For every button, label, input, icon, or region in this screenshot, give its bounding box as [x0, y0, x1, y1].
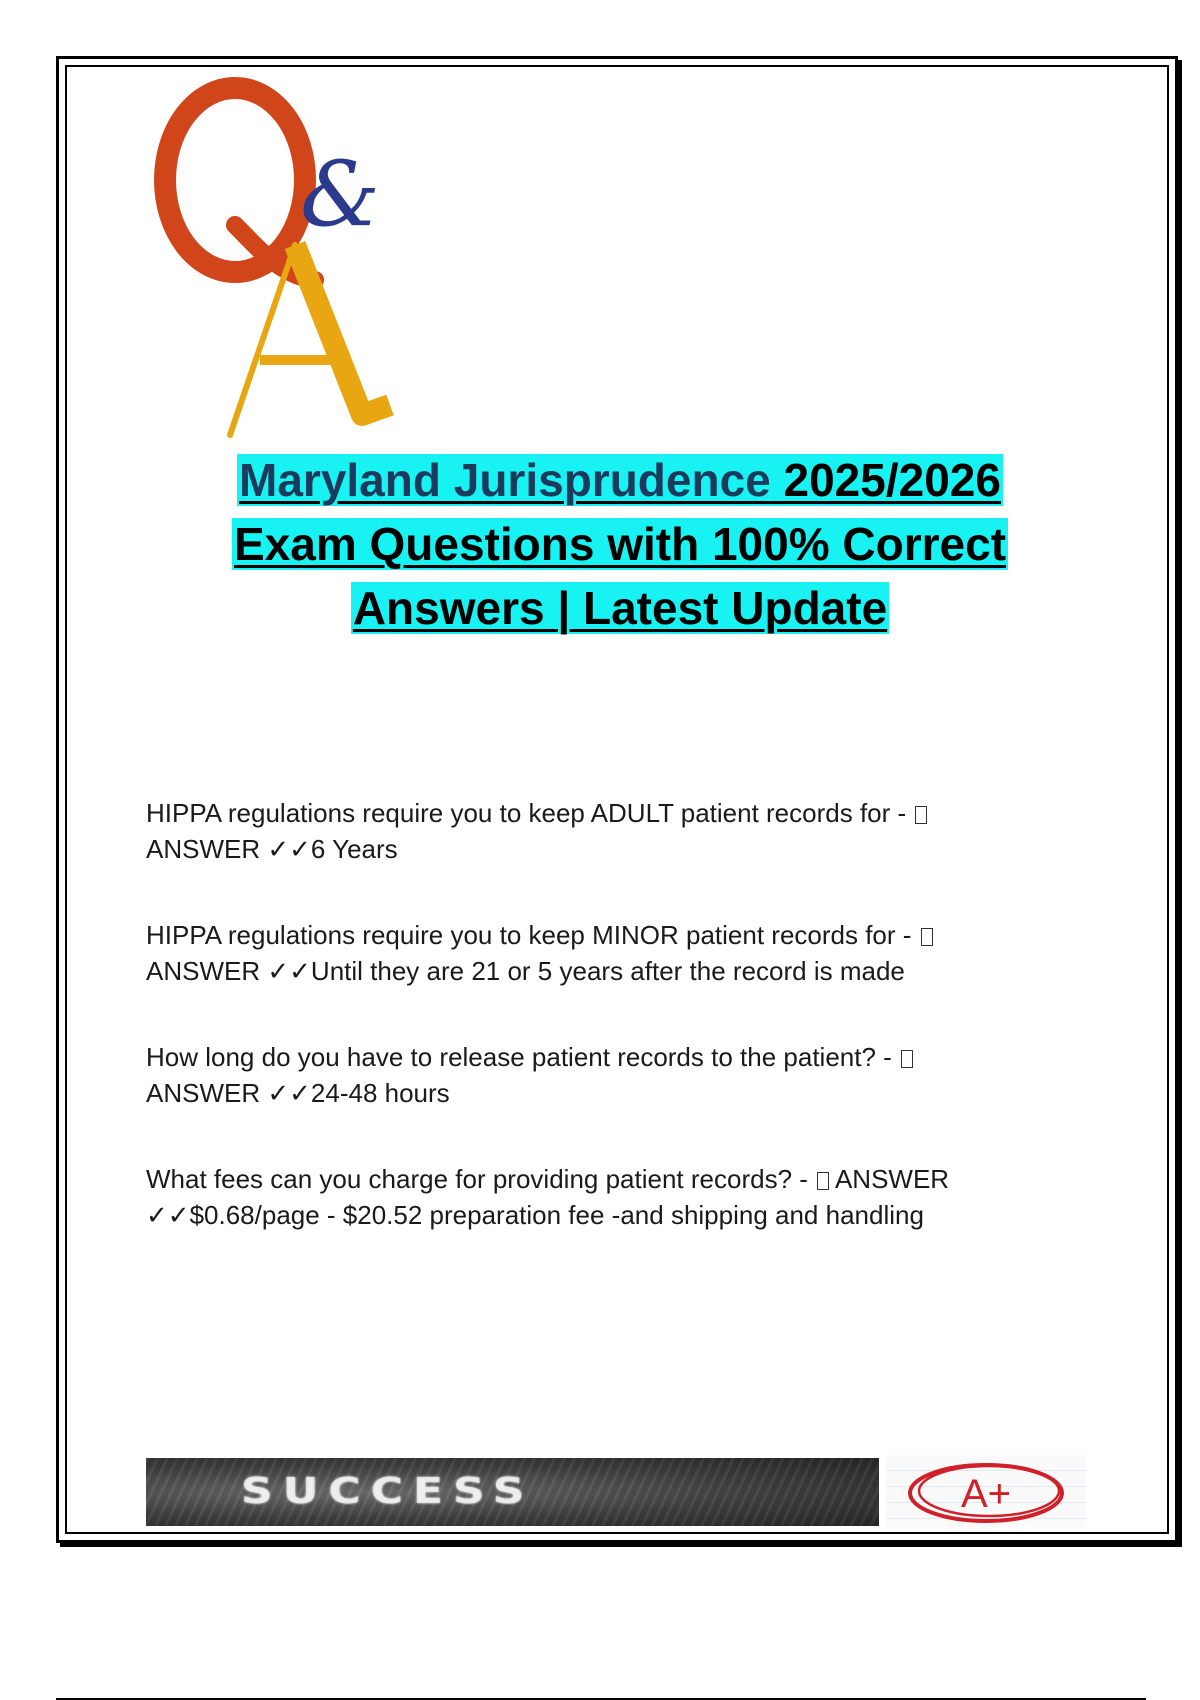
answer-text: ANSWER ✓✓Until they are 21 or 5 years after the record is made [146, 956, 905, 986]
grade-text: A+ [960, 1472, 1012, 1516]
logo-ampersand: & [300, 142, 381, 247]
question-text: What fees can you charge for providing patient records? - [146, 1164, 808, 1194]
logo-a-right-stroke [295, 245, 390, 415]
missing-glyph-icon [921, 928, 933, 946]
question-text: How long do you have to release patient records to the patient? - [146, 1042, 892, 1072]
answer-text: ANSWER ✓✓24-48 hours [146, 1078, 450, 1108]
success-word: SUCCESS [241, 1471, 535, 1512]
document-title [150, 448, 1090, 640]
a-plus-grade-image [886, 1455, 1086, 1527]
qa-item [146, 917, 1066, 989]
title-part-1: Maryland Jurisprudence [239, 454, 771, 506]
footer-banner [146, 1455, 1086, 1527]
question-text: HIPPA regulations require you to keep MINOR patient records for - [146, 920, 912, 950]
qa-item [146, 795, 1066, 867]
missing-glyph-icon [915, 806, 927, 824]
a-plus-circle-icon [886, 1455, 1086, 1527]
success-chalkboard-image [146, 1458, 879, 1526]
missing-glyph-icon [817, 1172, 829, 1190]
qa-list [146, 795, 1066, 1283]
q-and-a-logo [150, 75, 410, 445]
missing-glyph-icon [901, 1050, 913, 1068]
question-text: HIPPA regulations require you to keep ADULT patient records for - [146, 798, 907, 828]
answer-label: ANSWER [834, 1164, 950, 1194]
qa-item [146, 1161, 1066, 1233]
title-part-2: 2025/2026 [783, 454, 1001, 506]
title-line-3: Answers | Latest Update [352, 582, 888, 634]
title-line-2: Exam Questions with 100% Correct [233, 518, 1007, 570]
answer-text: ✓✓$0.68/page - $20.52 preparation fee -and shipping and handling [146, 1200, 924, 1230]
qa-item [146, 1039, 1066, 1111]
logo-q-bowl [165, 88, 305, 272]
answer-text: ANSWER ✓✓6 Years [146, 834, 398, 864]
